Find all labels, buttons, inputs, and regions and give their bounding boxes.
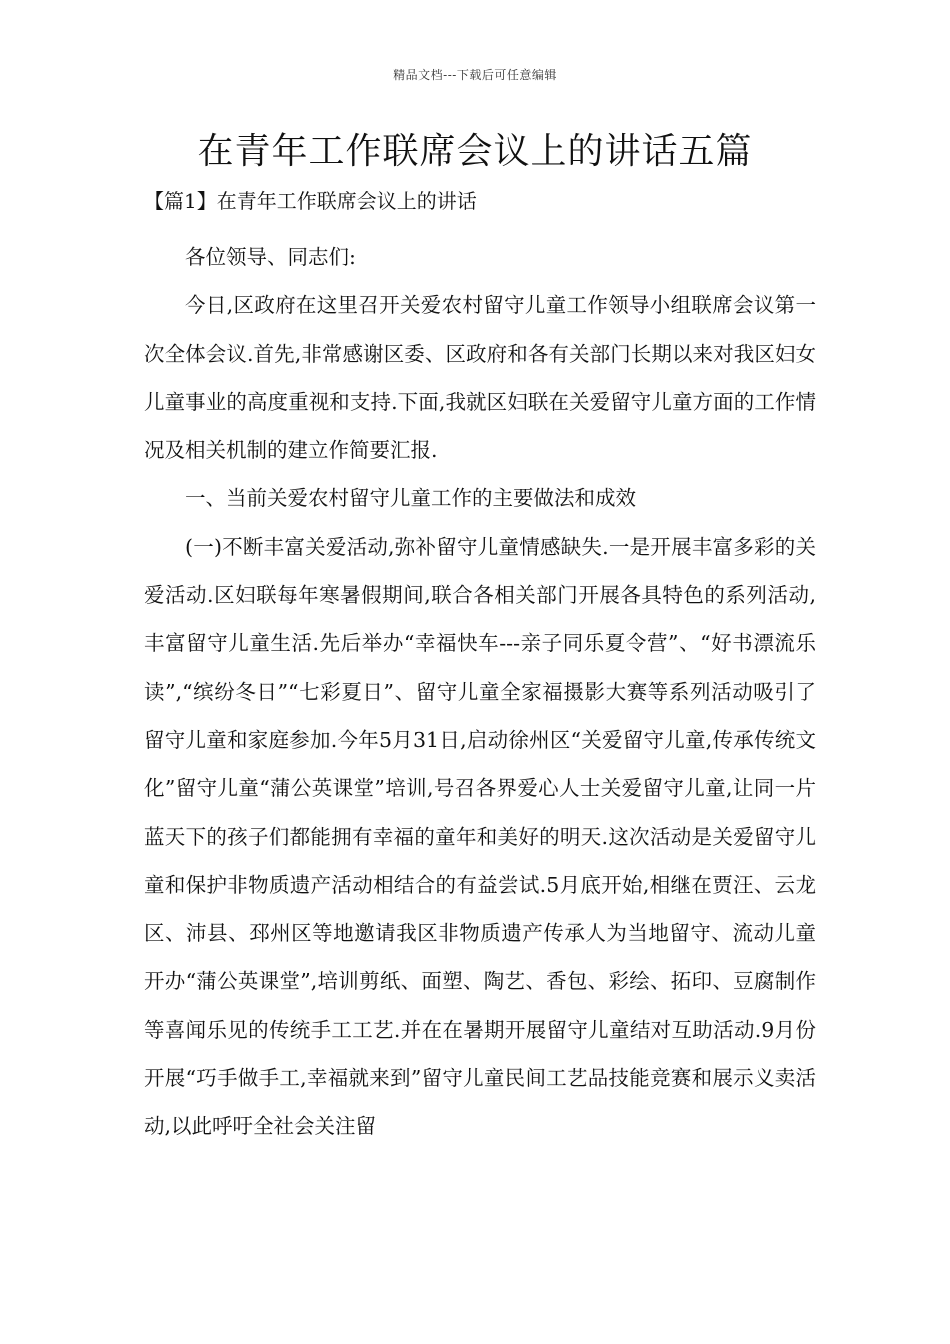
document-title: 在青年工作联席会议上的讲话五篇	[197, 131, 753, 172]
section-heading: 【篇1】在青年工作联席会议上的讲话	[144, 189, 477, 213]
paragraph-greeting: 各位领导、同志们:	[185, 245, 356, 269]
paragraph-subheading: 一、当前关爱农村留守儿童工作的主要做法和成效	[185, 486, 636, 511]
paragraph-activities: (一)不断丰富关爱活动,弥补留守儿童情感缺失.一是开展丰富多彩的关爱活动.区妇联每年寒暑假期间,联合各相关部门开展各具特色的系列活动,丰富留守儿童生活.先后举办“幸福快车---亲子同乐夏令营”、“好书漂流乐读”,“缤纷冬日”“七彩夏日”、留守儿童全家福摄影大赛等系列活动吸引了留守儿童和家庭参加.今年5月31日,启动徐州区“关爱留守儿童,传承传统文化”留守儿童“蒲公英课堂”培训,号召各界爱心人士关爱留守儿童,让同一片蓝天下的孩子们都能拥有幸福的童年和美好的明天.这次活动是关爱留守儿童和保护非物质遗产活动相结合的有益尝试.5月底开始,相继在贾汪、云龙区、沛县、邳州区等地邀请我区非物质遗产传承人为当地留守、流动儿童开办“蒲公英课堂”,培训剪纸、面塑、陶艺、香包、彩绘、拓印、豆腐制作等喜闻乐见的传统手工工艺.并在在暑期开展留守儿童结对互助活动.9月份开展“巧手做手工,幸福就来到”留守儿童民间工艺品技能竞赛和展示义卖活动,以此呼吁全社会关注留	[144, 534, 816, 1139]
paragraph-intro: 今日,区政府在这里召开关爱农村留守儿童工作领导小组联席会议第一次全体会议.首先,非常感谢区委、区政府和各有关部门长期以来对我区妇女儿童事业的高度重视和支持.下面,我就区妇联在关爱留守儿童方面的工作情况及相关机制的建立作简要汇报.	[144, 293, 816, 463]
body-text	[144, 233, 816, 1151]
header-note: 精品文档---下载后可任意编辑	[393, 68, 557, 82]
